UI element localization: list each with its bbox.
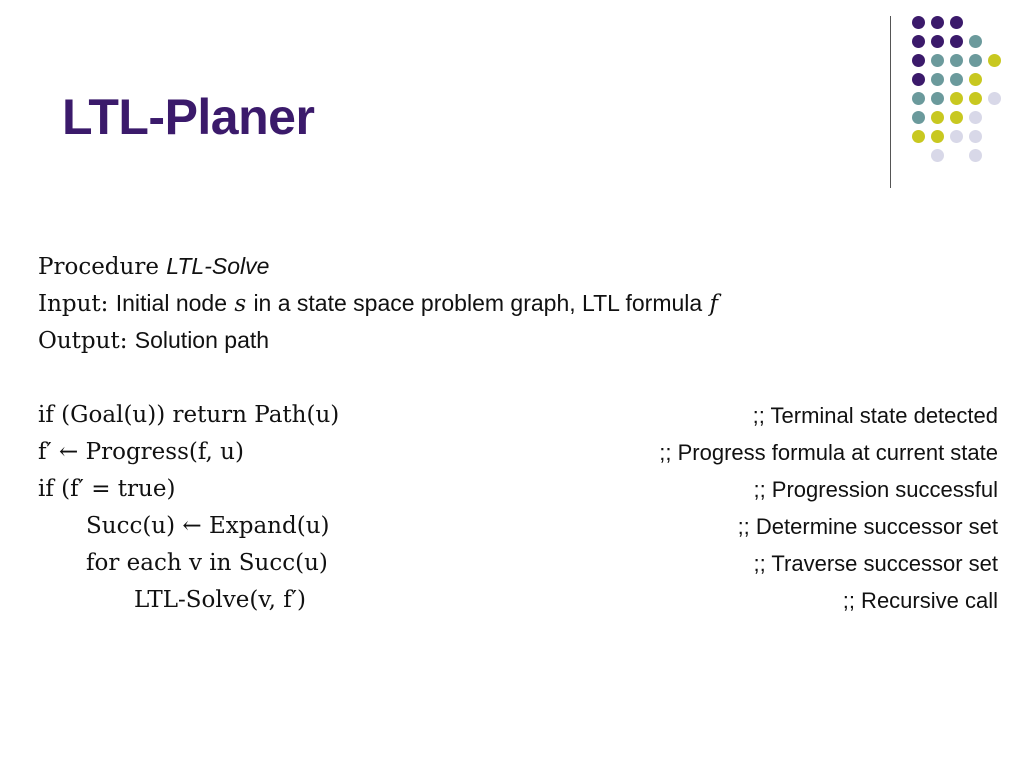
decorative-dot [912, 92, 925, 105]
code-statement: f′ ← Progress(f, u) [38, 439, 244, 465]
output-text: Solution path [134, 327, 270, 353]
decorative-dot [912, 73, 925, 86]
procedure-name: LTL-Solve [166, 253, 270, 279]
decorative-dot [969, 130, 982, 143]
decorative-dot [988, 54, 1001, 67]
code-comment: ;; Progress formula at current state [659, 440, 998, 465]
output-line [38, 322, 998, 359]
procedure-header [38, 248, 998, 285]
decorative-dot [912, 35, 925, 48]
code-statement: if (f′ = true) [38, 476, 176, 502]
code-comment: ;; Traverse successor set [753, 551, 998, 576]
decorative-dot [950, 35, 963, 48]
algorithm-block [38, 248, 998, 619]
code-comment: ;; Progression successful [753, 477, 998, 502]
decorative-dot [988, 92, 1001, 105]
algorithm-lines [38, 397, 998, 619]
input-var: s [234, 291, 247, 317]
code-comment: ;; Determine successor set [737, 514, 998, 539]
decorative-dot [950, 130, 963, 143]
title-divider [890, 16, 891, 188]
code-comment: ;; Terminal state detected [752, 403, 998, 428]
decorative-dot [969, 35, 982, 48]
code-line [38, 471, 998, 508]
code-comment: ;; Recursive call [842, 588, 998, 613]
decorative-dot [969, 54, 982, 67]
input-text-2: in a state space problem graph, LTL formula [253, 290, 703, 316]
procedure-keyword: Procedure [38, 254, 159, 280]
input-label: Input: [38, 291, 109, 317]
output-label: Output: [38, 328, 128, 354]
decorative-dot [912, 130, 925, 143]
spacer [38, 359, 998, 397]
decorative-dot [931, 73, 944, 86]
code-line [38, 508, 998, 545]
decorative-dot [969, 73, 982, 86]
input-text-1: Initial node [115, 290, 227, 316]
decorative-dot [969, 149, 982, 162]
code-statement: if (Goal(u)) return Path(u) [38, 402, 340, 428]
code-line [38, 582, 998, 619]
slide-title: LTL-Planer [62, 89, 315, 145]
decorative-dot [931, 149, 944, 162]
decorative-dot [931, 16, 944, 29]
decorative-dot [950, 16, 963, 29]
decorative-dot [912, 54, 925, 67]
decorative-dot [969, 111, 982, 124]
code-line [38, 545, 998, 582]
decorative-dot-grid [900, 10, 1010, 170]
decorative-dot [950, 73, 963, 86]
decorative-dot [931, 54, 944, 67]
decorative-dot [931, 92, 944, 105]
input-formula: f [709, 291, 719, 317]
code-statement: LTL-Solve(v, f′) [134, 587, 306, 613]
decorative-dot [912, 16, 925, 29]
decorative-dot [950, 111, 963, 124]
code-statement: Succ(u) ← Expand(u) [86, 513, 330, 539]
decorative-dot [931, 111, 944, 124]
decorative-dot [931, 35, 944, 48]
code-statement: for each v in Succ(u) [86, 550, 328, 576]
input-line [38, 285, 998, 322]
code-line [38, 397, 998, 434]
decorative-dot [931, 130, 944, 143]
decorative-dot [912, 111, 925, 124]
decorative-dot [969, 92, 982, 105]
decorative-dot [950, 54, 963, 67]
decorative-dot [950, 92, 963, 105]
code-line [38, 434, 998, 471]
